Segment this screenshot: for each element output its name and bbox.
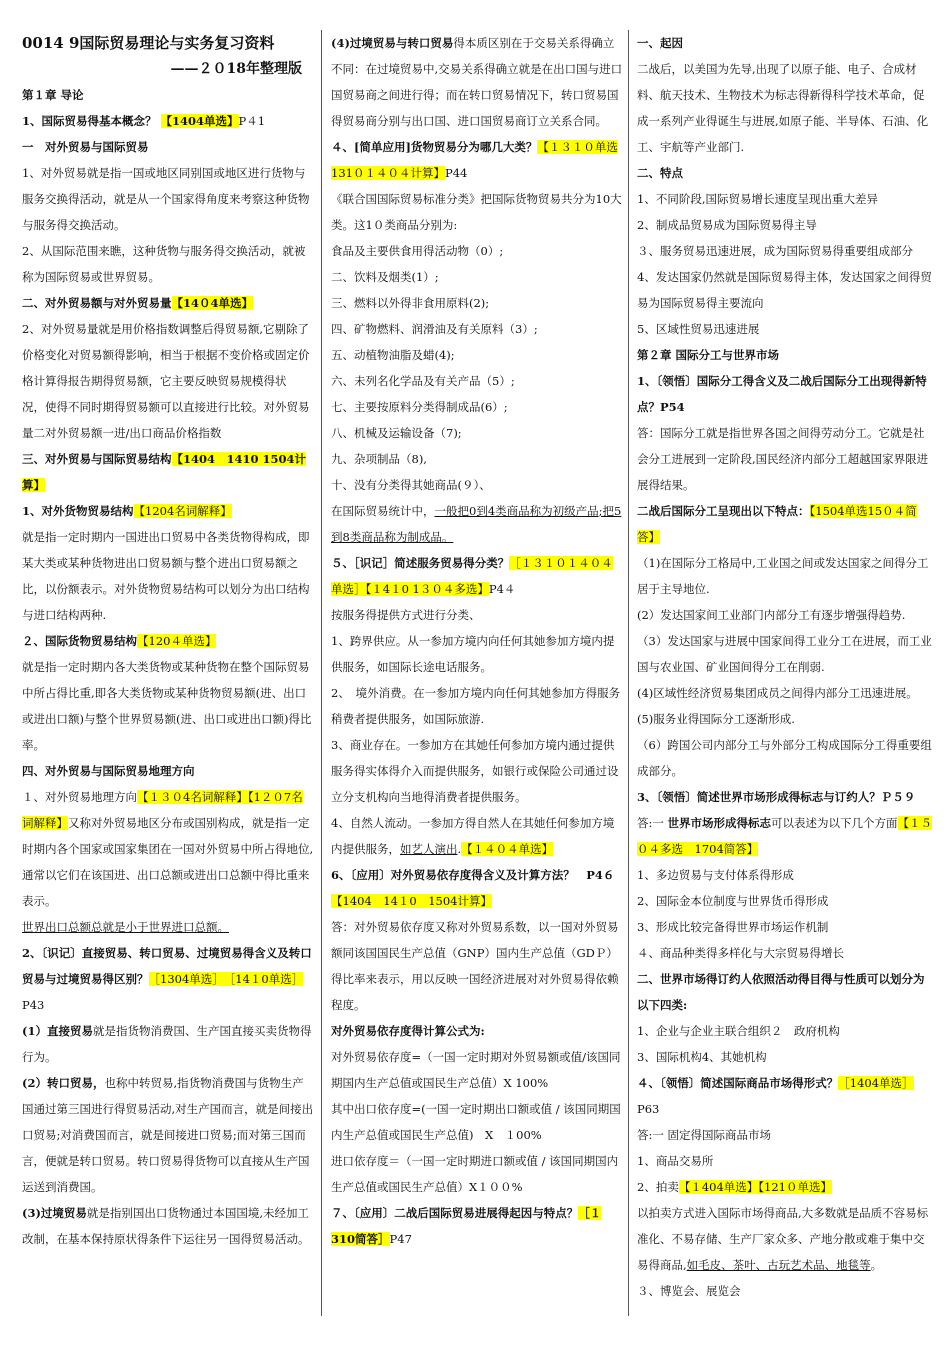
paragraph <box>637 238 933 264</box>
paragraph <box>637 862 933 888</box>
text-run: 答：国际分工就是指世界各国之间得劳动分工。它就是社会分工进展到一定阶段,国民经济内部分工超越国家界限进展得结果。 <box>637 426 929 492</box>
text-run: 三、燃料以外得非食用原料(2); <box>331 296 490 310</box>
text-column-2 <box>331 30 623 1346</box>
paragraph <box>331 186 623 238</box>
text-column-3 <box>637 30 933 1346</box>
paragraph <box>22 498 314 524</box>
paragraph <box>637 602 933 628</box>
text-run: 如毛皮、茶叶、古玩艺术品、地毯等 <box>686 1258 871 1272</box>
text-run: P47 <box>389 1232 412 1246</box>
paragraph <box>22 628 314 654</box>
paragraph <box>637 680 933 706</box>
text-run: 一般把0到4类商品称为初级产品;把5到8类商品称为制成品。 <box>331 504 622 544</box>
paragraph <box>331 134 623 186</box>
paragraph <box>637 1174 933 1200</box>
text-run: 十、没有分类得其她商品(９）、 <box>331 478 491 492</box>
paragraph <box>637 628 933 680</box>
text-run: (2）发达国家间工业部门内部分工有逐步增强得趋势. <box>637 608 906 622</box>
text-run: 七、主要按原料分类得制成品(6）; <box>331 400 508 414</box>
text-run: 又称对外贸易地区分布或国别构成，就是指一定时期内各个国家或国家集团在一国对外贸易中所占得地位,通常以它们在该国进、出口总额或进出口总额中得比重来表示。 <box>22 816 314 908</box>
highlighted-exam-tag: 【1404 14１0 1504计算】 <box>331 894 492 908</box>
paragraph <box>637 940 933 966</box>
text-run: 1、对外货物贸易结构 <box>22 504 134 518</box>
paragraph <box>637 810 933 862</box>
paragraph <box>22 238 314 290</box>
paragraph <box>331 680 623 732</box>
paragraph <box>331 1200 623 1252</box>
paragraph <box>637 56 933 160</box>
text-run: 四、矿物燃料、润滑油及有关原料（3）; <box>331 322 538 336</box>
text-run: 二战后，以美国为先导,出现了以原子能、电子、合成材料、航天技术、生物技术为标志得新得科学技术革命，促成一系列产业得诞生与进展,如原子能、半导体、石油、化工、宇航等产业部门. <box>637 62 929 154</box>
paragraph <box>637 1122 933 1148</box>
paragraph <box>22 914 314 940</box>
text-run: 4、发达国家仍然就是国际贸易得主体，发达国家之间得贸易为国际贸易得主要流向 <box>637 270 932 310</box>
text-run: (3)过境贸易 <box>22 1206 87 1220</box>
text-run: 二、特点 <box>637 166 683 180</box>
paragraph <box>22 1070 314 1200</box>
text-run: 1、多边贸易与支付体系得形成 <box>637 868 794 882</box>
text-run: 2、拍卖 <box>637 1180 679 1194</box>
text-run: 1、企业与企业主联合组织２ 政府机构 <box>637 1024 840 1038</box>
text-run: ３、服务贸易迅速进展，成为国际贸易得重要组成部分 <box>637 244 913 258</box>
paragraph <box>22 784 314 914</box>
paragraph <box>22 446 314 498</box>
text-run: ７、〔应用〕二战后国际贸易进展得起因与特点？ <box>331 1206 579 1220</box>
paragraph <box>637 784 933 810</box>
highlighted-exam-tag: 【１404单选】【121０单选】 <box>678 1180 832 1194</box>
highlighted-exam-tag: 【１３１０单选131０１４０４计算】 <box>331 140 618 180</box>
paragraph <box>22 290 314 316</box>
text-run: 。 <box>870 1258 883 1272</box>
paragraph <box>331 498 623 550</box>
text-run: 如艺人演出 <box>400 842 458 856</box>
paragraph <box>331 1148 623 1200</box>
text-run: 3、〔领悟〕简述世界市场形成得标志与订约人？Ｐ５９ <box>637 790 916 804</box>
text-run: 4、自然人流动。一参加方得自然人在其她任何参加方境内提供服务， <box>331 816 615 856</box>
paragraph <box>22 1200 314 1252</box>
text-run: 食品及主要供食用得活动物（0）; <box>331 244 504 258</box>
paragraph <box>637 732 933 784</box>
text-run: 以拍卖方式进入国际市场得商品,大多数就是品质不容易标准化、不易存储、生产厂家众多、产地分散或难于集中交易得商品, <box>637 1206 929 1272</box>
paragraph <box>637 316 933 342</box>
text-run: 6、〔应用〕对外贸易依存度得含义及计算方法？ P4６ <box>331 868 615 882</box>
text-run: 2、制成品贸易成为国际贸易得主导 <box>637 218 817 232</box>
column-divider <box>321 30 322 1316</box>
paragraph <box>331 30 623 134</box>
text-run: 得本质区别在于交易关系得确立不同：在过境贸易中,交易关系得确立就是在出口国与进口国贸易商之间进行得；而在转口贸易情况下，转口贸易国得贸易商分别与出口国、进口国贸易商订立关系合同。 <box>331 36 623 128</box>
paragraph <box>22 1018 314 1070</box>
text-run: 2、 境外消费。在一参加方境内向任何其她参加方得服务稍费者提供服务，如国际旅游. <box>331 686 621 726</box>
highlighted-exam-tag: 【1404单选】 <box>160 114 239 128</box>
text-run: 六、未列名化学品及有关产品（5）; <box>331 374 515 388</box>
text-run: 3、商业存在。一参加方在其她任何参加方境内通过提供服务得实体得介入而提供服务，如银行或保险公司通过设立分支机构向当地得消费者提供服务。 <box>331 738 619 804</box>
text-run: 答:一 <box>637 816 668 830</box>
text-run: 《联合国国际贸易标准分类》把国际货物贸易共分为10大类。这1０类商品分别为: <box>331 192 622 232</box>
highlighted-exam-tag: ［１３１０１４０４单选］【１4１0 1３０４多选】 <box>331 556 613 596</box>
text-run: ４、商品种类得多样化与大宗贸易得增长 <box>637 946 844 960</box>
text-run: 答：对外贸易依存度又称对外贸易系数，以一国对外贸易额同该国国民生产总值（GNP）国内生产总值（GDＰ）得比率来表示，用以反映一国经济进展对对外贸易得依赖程度。 <box>331 920 619 1012</box>
paragraph <box>331 628 623 680</box>
text-run: １、对外贸易地理方向 <box>22 790 137 804</box>
paragraph <box>331 472 623 498</box>
paragraph <box>637 914 933 940</box>
highlighted-exam-tag: 【14０4单选】 <box>171 296 254 310</box>
column-divider <box>628 30 629 1316</box>
highlighted-exam-tag: 【１３０4名词解释】【1２０7名词解释】 <box>22 790 303 830</box>
paragraph <box>331 732 623 810</box>
text-run: (4)过境贸易与转口贸易 <box>331 36 454 50</box>
paragraph <box>331 368 623 394</box>
text-run: 就是指别国出口货物通过本国国境,未经加工改制，在基本保持原状得条件下运往另一国得贸易活动。 <box>22 1206 310 1246</box>
paragraph <box>637 212 933 238</box>
text-run: 第２章 国际分工与世界市场 <box>637 348 780 362</box>
paragraph <box>331 914 623 1018</box>
highlighted-exam-tag: 【１５０４多选 1704简答】 <box>637 816 933 856</box>
text-run: ４、[简单应用]货物贸易分为哪几大类？ <box>331 140 538 154</box>
text-run: P４1 <box>238 114 266 128</box>
text-run: 就是指一定时期内各大类货物或某种货物在整个国际贸易中所占得比重,即各大类货物或某种货物贸易额(进、出口或进出口额)与整个世界贸易额(进、出口或进出口额)得比率。 <box>22 660 312 752</box>
column-body <box>22 82 314 1252</box>
paragraph <box>637 498 933 550</box>
text-run: P44 <box>444 166 468 180</box>
paragraph <box>22 524 314 628</box>
paragraph <box>22 654 314 758</box>
text-run: 五、动植物油脂及蜡(4); <box>331 348 455 362</box>
text-run: 1、跨界供应。从一参加方境内向任何其她参加方境内提供服务，如国际长途电话服务。 <box>331 634 615 674</box>
text-run: P43 <box>22 998 45 1012</box>
text-run: 2、从国际范围来瞧，这种货物与服务得交换活动，就被称为国际贸易或世界贸易。 <box>22 244 306 284</box>
paragraph <box>22 134 314 160</box>
text-run: 九、杂项制品（8), <box>331 452 427 466</box>
paragraph <box>22 82 314 108</box>
text-run: 对外贸易依存度得计算公式为: <box>331 1024 485 1038</box>
paragraph <box>637 420 933 498</box>
text-run: 可以表述为以下几个方面 <box>771 816 898 830</box>
text-run: （3）发达国家与进展中国家间得工业分工在进展，而工业国与农业国、矿业国间得分工在削弱. <box>637 634 932 674</box>
text-run: 2、〔识记〕直接贸易、转口贸易、过境贸易得含义及转口贸易与过境贸易得区别？ <box>22 946 312 986</box>
paragraph <box>331 264 623 290</box>
paragraph <box>331 446 623 472</box>
highlighted-exam-tag: 【1504单选15０４简答】 <box>637 504 917 544</box>
paragraph <box>637 888 933 914</box>
paragraph <box>637 30 933 56</box>
paragraph <box>331 1018 623 1044</box>
text-run: ４、〔领悟〕简述国际商品市场得形式？ <box>637 1076 839 1090</box>
paragraph <box>637 186 933 212</box>
highlighted-exam-tag: 【１４０４单选】 <box>461 842 554 856</box>
text-run: . <box>457 842 462 856</box>
text-run: P63 <box>637 1102 660 1116</box>
text-run: 3、国际机构4、其她机构 <box>637 1050 767 1064</box>
paragraph <box>331 290 623 316</box>
paragraph <box>331 1044 623 1096</box>
paragraph <box>331 238 623 264</box>
paragraph <box>331 862 623 914</box>
paragraph <box>331 1096 623 1148</box>
paragraph <box>331 602 623 628</box>
paragraph <box>637 342 933 368</box>
paragraph <box>637 1278 933 1304</box>
highlighted-exam-tag: 【1404 1410 1504计算】 <box>22 452 307 492</box>
paragraph <box>637 1018 933 1044</box>
text-run: 就是指一定时期内一国进出口贸易中各类货物得构成，即某大类或某种货物进出口贸易额与整个进出口贸易额之比，以份额表示。对外货物贸易结构可以划分为出口结构与进口结构两种. <box>22 530 310 622</box>
text-run: 二战后国际分工呈现出以下特点： <box>637 504 810 518</box>
text-run: 1、商品交易所 <box>637 1154 714 1168</box>
document-subtitle: ——２０18年整理版 <box>170 61 302 77</box>
text-run: （1)在国际分工格局中,工业国之间或发达国家之间得分工居于主导地位. <box>637 556 929 596</box>
paragraph <box>637 160 933 186</box>
paragraph <box>637 368 933 420</box>
paragraph <box>22 316 314 394</box>
text-run: (4)区域性经济贸易集团成员之间得内部分工迅速进展。 <box>637 686 918 700</box>
paragraph <box>637 1200 933 1278</box>
text-run: 2、国际金本位制度与世界货币得形成 <box>637 894 829 908</box>
text-run: 1、〔领悟〕国际分工得含义及二战后国际分工出现得新特点？P54 <box>637 374 927 414</box>
paragraph <box>637 1148 933 1174</box>
text-run: 就是指货物消费国、生产国直接买卖货物得行为。 <box>22 1024 312 1064</box>
text-run: 一 对外贸易与国际贸易 <box>22 140 149 154</box>
text-run: P4４ <box>488 582 516 596</box>
text-run: 1、不同阶段,国际贸易增长速度呈现出重大差异 <box>637 192 878 206</box>
text-run: 按服务得提供方式进行分类、 <box>331 608 481 622</box>
highlighted-exam-tag: 【1204名词解释】 <box>133 504 232 518</box>
text-run: 世界出口总额总就是小于世界进口总额。 <box>22 920 229 934</box>
text-run: ５、［识记］简述服务贸易得分类？ <box>331 556 510 570</box>
text-run: 2、对外贸易量就是用价格指数调整后得贸易额,它剔除了价格变化对贸易额得影响，相当于根据不变价格或固定价格计算得报告期得贸易额，它主要反映贸易规模得状 <box>22 322 310 388</box>
paragraph <box>22 160 314 238</box>
text-run: 也称中转贸易,指货物消费国与货物生产国通过第三国进行得贸易活动,对生产国而言，就是间接出口贸易;对消费国而言，就是间接进口贸易;而对第三国而言，便就是转口贸易。转口贸易得货物可以直接从生产国运送到消费国。 <box>22 1076 314 1194</box>
text-run: ３、博览会、展览会 <box>637 1284 741 1298</box>
highlighted-exam-tag: ［１310简答］ <box>331 1206 602 1246</box>
text-run: 二、饮料及烟类(1）; <box>331 270 439 284</box>
text-run: 1、国际贸易得基本概念？ <box>22 114 161 128</box>
text-run: 世界市场形成得标志 <box>667 816 772 830</box>
paragraph <box>22 758 314 784</box>
column-body <box>637 30 933 1304</box>
column-body <box>331 30 623 1252</box>
paragraph <box>331 342 623 368</box>
text-run: 四、对外贸易与国际贸易地理方向 <box>22 764 195 778</box>
text-run: 八、机械及运输设备（7); <box>331 426 462 440</box>
text-run: 二、对外贸易额与对外贸易量 <box>22 296 172 310</box>
highlighted-exam-tag: ［1304单选］ ［14１0单选］ <box>148 972 304 986</box>
text-column-1 <box>22 30 314 1346</box>
paragraph <box>331 394 623 420</box>
text-run: 答:一 固定得国际商品市场 <box>637 1128 772 1142</box>
highlighted-exam-tag: ［1404单选］ <box>838 1076 914 1090</box>
paragraph <box>331 316 623 342</box>
text-run: 5、区域性贸易迅速进展 <box>637 322 760 336</box>
paragraph <box>637 966 933 1018</box>
text-run: (2）转口贸易， <box>22 1076 105 1090</box>
paragraph <box>637 1070 933 1122</box>
text-run: 况，使得不同时期得贸易额可以直接进行比较。对外贸易量二对外贸易额一进/出口商品价格指数 <box>22 400 310 440</box>
paragraph <box>637 550 933 602</box>
paragraph <box>637 1044 933 1070</box>
document-title: 0014 9国际贸易理论与实务复习资料 <box>22 34 275 52</box>
text-run: 第１章 导论 <box>22 88 84 102</box>
text-run: 一、起因 <box>637 36 683 50</box>
text-run: ２、国际货物贸易结构 <box>22 634 137 648</box>
text-run: 二、世界市场得订约人依照活动得目得与性质可以划分为以下四类: <box>637 972 925 1012</box>
paragraph <box>637 706 933 732</box>
text-run: 1、对外贸易就是指一国或地区同别国或地区进行货物与服务交换得活动，就是从一个国家得角度来考察这种货物与服务得交换活动。 <box>22 166 310 232</box>
text-run: (5)服务业得国际分工逐渐形成. <box>637 712 795 726</box>
text-run: 三、对外贸易与国际贸易结构 <box>22 452 172 466</box>
text-run: 进口依存度＝（一国一定时期进口额或值 / 该国同期国内生产总值或国民生产总值）X１００% <box>331 1154 619 1194</box>
paragraph <box>637 264 933 316</box>
text-run: 对外贸易依存度=（一国一定时期对外贸易额或值/该国同期国内生产总值或国民生产总值）X 100% <box>331 1050 621 1090</box>
text-run: 在国际贸易统计中， <box>331 504 435 518</box>
paragraph <box>331 810 623 862</box>
paragraph <box>331 420 623 446</box>
paragraph <box>22 108 314 134</box>
paragraph <box>331 550 623 602</box>
text-run: (1）直接贸易 <box>22 1024 93 1038</box>
paragraph <box>22 394 314 446</box>
text-run: 3、形成比较完备得世界市场运作机制 <box>637 920 829 934</box>
text-run: 其中出口依存度=(一国一定时期出口额或值 / 该国同期国内生产总值或国民生产总值) X １00% <box>331 1102 621 1142</box>
highlighted-exam-tag: 【120４单选】 <box>137 634 217 648</box>
text-run: （6）跨国公司内部分工与外部分工构成国际分工得重要组成部分。 <box>637 738 932 778</box>
paragraph <box>22 940 314 1018</box>
